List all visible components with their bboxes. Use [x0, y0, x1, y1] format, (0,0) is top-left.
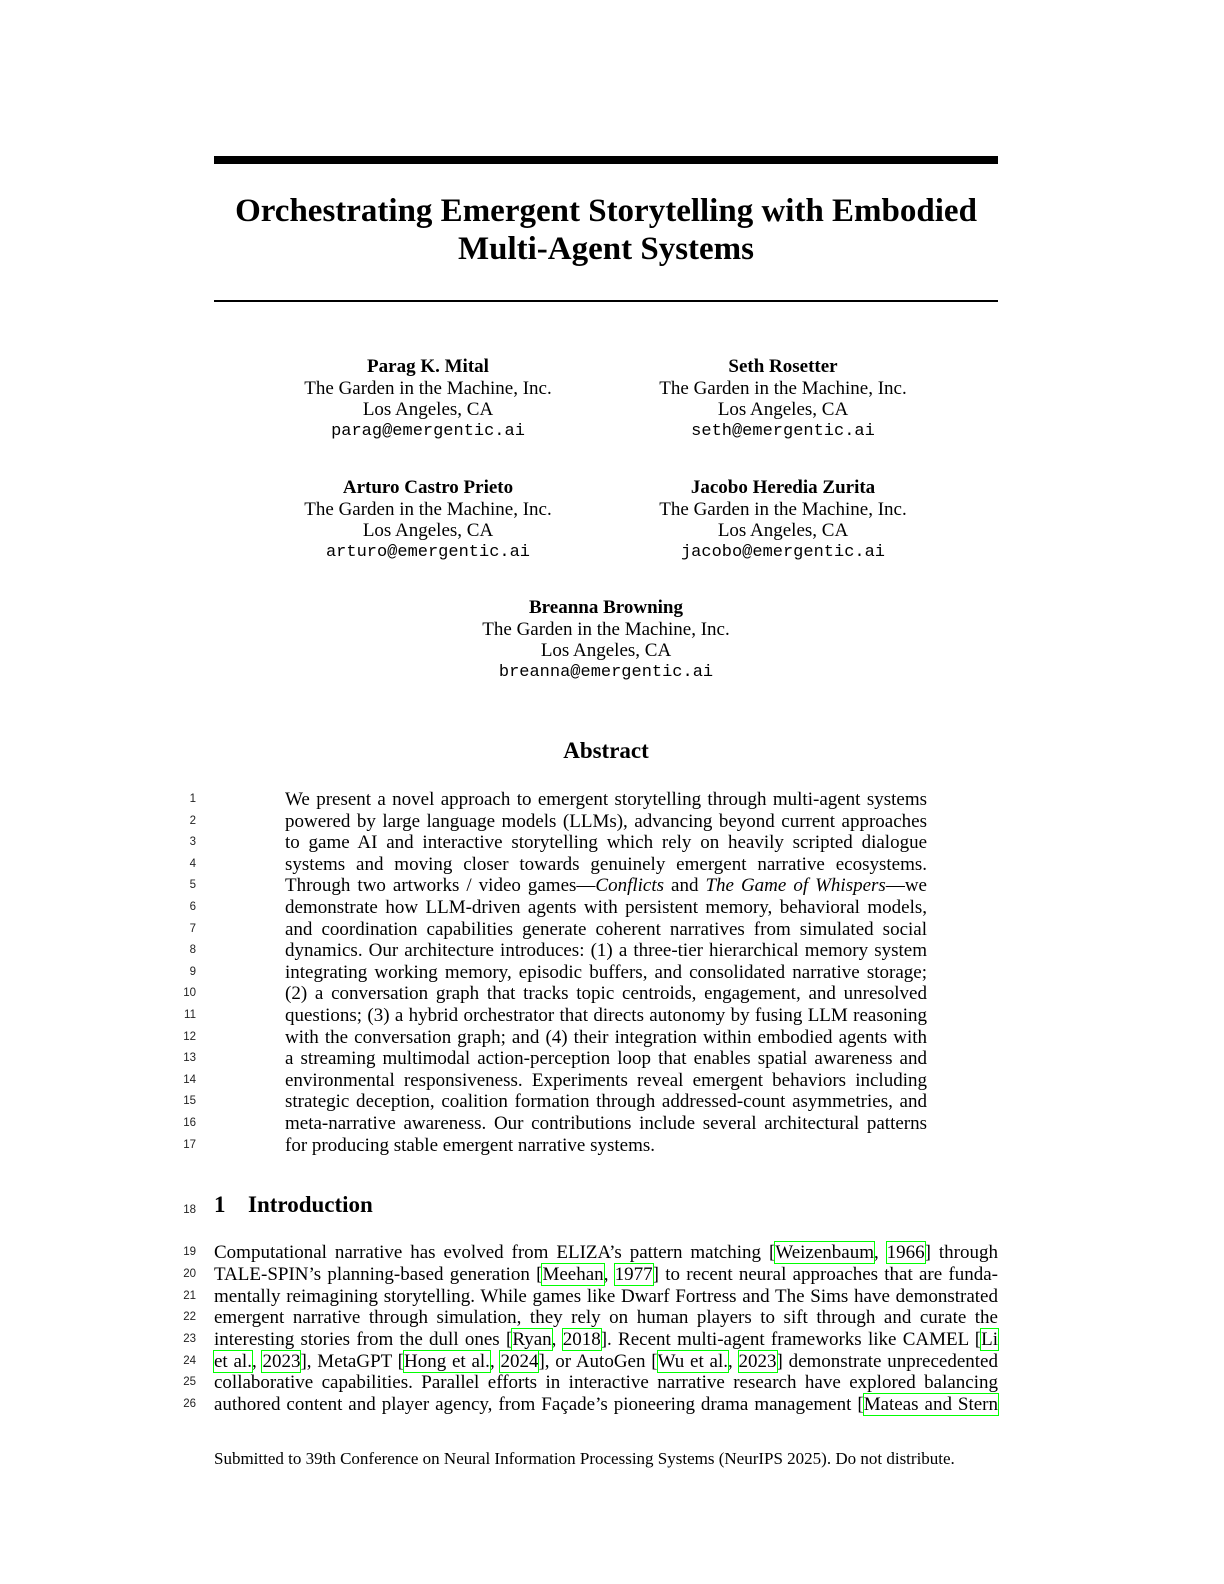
intro-line-19: Computational narrative has evolved from ELIZA’s pattern matching [Weizenbaum, 1966] through [214, 1242, 998, 1263]
abstract-text: —we [885, 875, 927, 897]
citation-link[interactable]: Li [981, 1329, 999, 1350]
author-email[interactable]: parag@emergentic.ai [331, 421, 525, 441]
intro-line-23: interesting stories from the dull ones [Ryan, 2018]. Recent multi-agent frameworks like CAMEL [Li [214, 1329, 999, 1350]
line-number: 7 [189, 922, 196, 935]
author-block-5 [416, 597, 796, 683]
author-name: Arturo Castro Prieto [342, 477, 514, 498]
citation-link[interactable]: 1977 [614, 1264, 653, 1285]
line-number: 5 [189, 879, 196, 892]
abstract-text: and [664, 875, 706, 897]
abstract-line-8: dynamics. Our architecture introduces: (1) a three-tier hierarchical memory system [285, 940, 927, 962]
author-email[interactable]: breanna@emergentic.ai [498, 662, 714, 682]
line-number: 1 [189, 793, 196, 805]
line-number: 17 [183, 1138, 196, 1151]
author-email[interactable]: jacobo@emergentic.ai [680, 542, 886, 562]
intro-line-20: TALE-SPIN’s planning-based generation [Meehan, 1977] to recent neural approaches that are funda- [214, 1264, 998, 1285]
line-number: 3 [189, 836, 196, 849]
abstract-line-3: to game AI and interactive storytelling which rely on heavily scripted dialogue [285, 832, 927, 854]
abstract-line-13: a streaming multimodal action-perception loop that enables spatial awareness and [285, 1048, 927, 1070]
abstract-heading: Abstract [563, 738, 649, 763]
author-block-2 [593, 356, 973, 442]
abstract-line-14: environmental responsiveness. Experiments reveal emergent behaviors including [285, 1069, 927, 1091]
abstract-line-9: integrating working memory, episodic buffers, and consolidated narrative storage; [285, 961, 927, 983]
author-name: Parag K. Mital [367, 356, 489, 377]
abstract-text: Through two artworks / video games— [285, 875, 596, 897]
line-number: 26 [183, 1398, 196, 1410]
author-affiliation: The Garden in the Machine, Inc. [482, 618, 730, 640]
abstract-line-11: questions; (3) a hybrid orchestrator that directs autonomy by fusing LLM reasoning [285, 1005, 927, 1026]
intro-line-22: emergent narrative through simulation, they rely on human players to sift through and curate the [214, 1307, 998, 1328]
line-number: 18 [183, 1204, 196, 1216]
top-thick-rule [214, 156, 998, 164]
citation-link[interactable]: Weizenbaum [775, 1242, 874, 1263]
citation-link[interactable]: 2018 [562, 1329, 601, 1350]
work-title: Conflicts [595, 875, 665, 897]
title-bottom-rule [214, 300, 998, 302]
citation-link[interactable]: Hong et al. [404, 1351, 490, 1372]
abstract-line-12: with the conversation graph; and (4) their integration within embodied agents with [285, 1026, 927, 1048]
intro-line-25: collaborative capabilities. Parallel efforts in interactive narrative research have explored balancing [214, 1372, 998, 1393]
author-location: Los Angeles, CA [717, 399, 849, 420]
line-number: 4 [189, 857, 196, 870]
title-line-2: Multi-Agent Systems [457, 231, 755, 267]
abstract-line-10: (2) a conversation graph that tracks topic centroids, engagement, and unresolved [285, 983, 927, 1005]
line-number: 2 [189, 814, 196, 827]
paper-title [214, 192, 998, 268]
abstract-line-16: meta-narrative awareness. Our contributions include several architectural patterns [285, 1113, 927, 1134]
abstract-line-1: We present a novel approach to emergent storytelling through multi-agent systems [285, 789, 927, 810]
submission-footer: Submitted to 39th Conference on Neural Information Processing Systems (NeurIPS 2025). Do not distribute. [214, 1449, 955, 1468]
author-location: Los Angeles, CA [540, 640, 672, 661]
abstract-line-6: demonstrate how LLM-driven agents with persistent memory, behavioral models, [285, 897, 927, 918]
section-number: 1 [214, 1192, 226, 1217]
line-number: 11 [184, 1009, 196, 1021]
line-number: 13 [183, 1052, 196, 1065]
line-number: 12 [183, 1030, 196, 1043]
author-affiliation: The Garden in the Machine, Inc. [304, 498, 552, 520]
author-location: Los Angeles, CA [717, 520, 849, 541]
author-block-4 [593, 477, 973, 563]
abstract-line-7: and coordination capabilities generate coherent narratives from simulated social [285, 918, 927, 940]
line-number: 22 [183, 1311, 196, 1323]
line-number: 25 [183, 1376, 196, 1388]
section-title: Introduction [248, 1192, 373, 1217]
line-number: 6 [189, 901, 196, 913]
abstract-line-5 [285, 875, 927, 897]
abstract-line-17: for producing stable emergent narrative systems. [285, 1134, 656, 1156]
author-location: Los Angeles, CA [362, 399, 494, 420]
author-name: Jacobo Heredia Zurita [690, 477, 876, 498]
line-number: 23 [183, 1333, 196, 1345]
citation-link[interactable]: Wu et al. [657, 1351, 728, 1372]
line-number: 20 [183, 1268, 196, 1280]
citation-link[interactable]: 2024 [500, 1351, 539, 1372]
author-name: Breanna Browning [529, 597, 683, 618]
line-number: 10 [183, 987, 196, 1000]
author-block-1 [238, 356, 618, 442]
citation-link[interactable]: Meehan [542, 1264, 604, 1285]
author-name: Seth Rosetter [728, 356, 838, 377]
citation-link[interactable]: Mateas and Stern [863, 1394, 998, 1415]
citation-link[interactable]: et al. [214, 1351, 252, 1372]
line-number: 19 [183, 1246, 196, 1258]
author-email[interactable]: arturo@emergentic.ai [325, 542, 531, 562]
intro-line-26: authored content and player agency, from Façade’s pioneering drama management [Mateas and Stern [214, 1394, 998, 1415]
abstract-line-15: strategic deception, coalition formation through addressed-count asymmetries, and [285, 1091, 927, 1113]
author-affiliation: The Garden in the Machine, Inc. [659, 377, 907, 399]
citation-link[interactable]: 2023 [262, 1351, 301, 1372]
line-number: 15 [183, 1095, 196, 1108]
author-email[interactable]: seth@emergentic.ai [691, 421, 875, 441]
citation-link[interactable]: 2023 [738, 1351, 777, 1372]
title-line-1: Orchestrating Emergent Storytelling with Embodied [235, 193, 977, 229]
abstract-line-2: powered by large language models (LLMs), advancing beyond current approaches [285, 810, 927, 832]
author-affiliation: The Garden in the Machine, Inc. [304, 377, 552, 399]
line-number: 16 [183, 1117, 196, 1129]
intro-line-21: mentally reimagining storytelling. While games like Dwarf Fortress and The Sims have demonstrated [214, 1286, 998, 1307]
intro-line-24: et al., 2023], MetaGPT [Hong et al., 2024], or AutoGen [Wu et al., 2023] demonstrate unprecedented [214, 1351, 998, 1372]
line-number: 8 [189, 944, 196, 957]
author-affiliation: The Garden in the Machine, Inc. [659, 498, 907, 520]
citation-link[interactable]: 1966 [886, 1242, 925, 1263]
line-number: 24 [183, 1355, 196, 1367]
author-block-3 [238, 477, 618, 563]
abstract-line-4: systems and moving closer towards genuinely emergent narrative ecosystems. [285, 853, 927, 875]
line-number: 21 [183, 1290, 196, 1302]
line-number: 9 [189, 965, 196, 978]
work-title: The Game of Whispers [705, 875, 886, 897]
section-heading [214, 1192, 373, 1218]
author-location: Los Angeles, CA [362, 520, 494, 541]
citation-link[interactable]: Ryan [512, 1329, 552, 1350]
line-number: 14 [183, 1073, 196, 1086]
